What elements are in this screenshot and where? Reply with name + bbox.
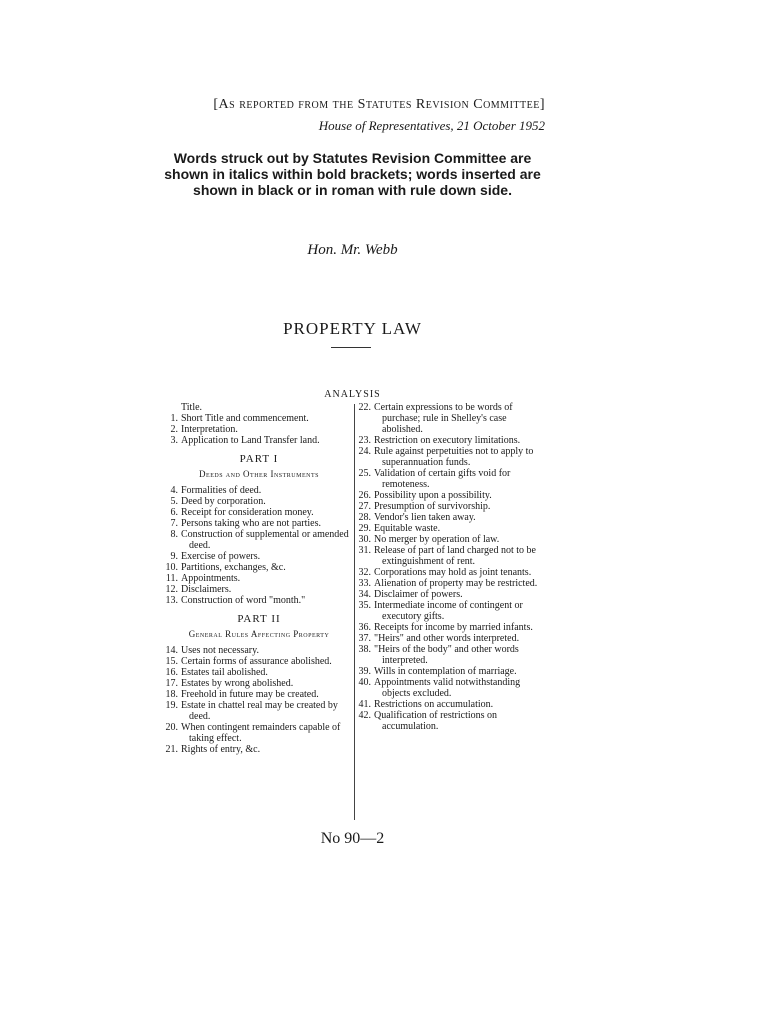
section-heading: Release of part of land charged not to be extinguishment of rent.: [374, 545, 536, 567]
section-heading: No merger by operation of law.: [374, 534, 500, 545]
analysis-entry: [165, 507, 353, 518]
section-number: 31.: [358, 545, 371, 556]
section-number: 15.: [165, 656, 178, 667]
analysis-entry: [165, 689, 353, 700]
section-heading: Estate in chattel real may be created by deed.: [181, 700, 338, 722]
section-number: 7.: [170, 518, 178, 529]
analysis-entry: [165, 678, 353, 689]
section-number: 32.: [358, 567, 371, 578]
analysis-entry: [165, 551, 353, 562]
section-number: 6.: [170, 507, 178, 518]
section-heading: Estates by wrong abolished.: [181, 678, 294, 689]
analysis-entry: [358, 512, 544, 523]
section-number: 19.: [165, 700, 178, 711]
section-heading: Corporations may hold as joint tenants.: [374, 567, 532, 578]
section-heading: Construction of word "month.": [181, 595, 306, 606]
analysis-entry: [165, 496, 353, 507]
section-heading: Freehold in future may be created.: [181, 689, 319, 700]
reported-from-committee: [As reported from the Statutes Revision Committee]: [213, 97, 545, 112]
analysis-entry: [165, 485, 353, 496]
section-heading: Certain expressions to be words of purchase; rule in Shelley's case abolished.: [374, 402, 513, 435]
section-heading: Construction of supplemental or amended deed.: [181, 529, 349, 551]
section-heading: Title.: [181, 402, 203, 413]
section-number: 12.: [165, 584, 178, 595]
analysis-entry: [165, 595, 353, 606]
section-heading: When contingent remainders capable of taking effect.: [181, 722, 341, 744]
intro-entries: [165, 402, 353, 446]
section-number: 41.: [358, 699, 371, 710]
section-heading: Estates tail abolished.: [181, 667, 268, 678]
analysis-left-column: [165, 402, 353, 755]
section-heading: Disclaimer of powers.: [374, 589, 463, 600]
title-rule: [331, 347, 371, 348]
analysis-entry: [165, 700, 353, 722]
analysis-heading: ANALYSIS: [324, 389, 381, 400]
part-2-subheading: General Rules Affecting Property: [188, 629, 330, 639]
section-heading: Qualification of restrictions on accumulation.: [374, 710, 498, 732]
section-number: 37.: [358, 633, 371, 644]
section-number: 24.: [358, 446, 371, 457]
section-number: 22.: [358, 402, 371, 413]
analysis-entry: [358, 468, 544, 490]
right-entries: [358, 402, 544, 732]
section-heading: Interpretation.: [181, 424, 238, 435]
section-number: 1.: [170, 413, 178, 424]
section-number: 36.: [358, 622, 371, 633]
analysis-entry: [358, 578, 544, 589]
part-1-heading: PART I: [239, 453, 279, 465]
analysis-entry: [165, 744, 353, 755]
section-number: 17.: [165, 678, 178, 689]
analysis-entry: [358, 501, 544, 512]
section-number: 40.: [358, 677, 371, 688]
section-heading: Exercise of powers.: [181, 551, 261, 562]
analysis-entry: [358, 589, 544, 600]
section-number: 42.: [358, 710, 371, 721]
section-heading: Certain forms of assurance abolished.: [181, 656, 332, 667]
analysis-entry: [358, 622, 544, 633]
part-1-entries: [165, 485, 353, 606]
analysis-entry: [358, 600, 544, 622]
analysis-entry: [165, 402, 353, 413]
analysis-entry: [358, 677, 544, 699]
section-number: 8.: [170, 529, 178, 540]
bill-title: PROPERTY LAW: [283, 319, 422, 338]
analysis-entry: [358, 567, 544, 578]
section-heading: Rule against perpetuities not to apply to superannuation funds.: [374, 446, 534, 468]
section-number: 4.: [170, 485, 178, 496]
member-name: Hon. Mr. Webb: [307, 242, 398, 258]
section-heading: Vendor's lien taken away.: [374, 512, 476, 523]
section-heading: Uses not necessary.: [181, 645, 259, 656]
analysis-entry: [165, 645, 353, 656]
section-heading: Intermediate income of contingent or executory gifts.: [374, 600, 523, 622]
section-heading: Short Title and commencement.: [181, 413, 309, 424]
analysis-entry: [165, 424, 353, 435]
section-heading: Persons taking who are not parties.: [181, 518, 321, 529]
analysis-entry: [358, 523, 544, 534]
analysis-right-column: [358, 402, 544, 732]
bill-number: No 90—2: [320, 830, 385, 847]
section-heading: Receipts for income by married infants.: [374, 622, 533, 633]
section-heading: "Heirs" and other words interpreted.: [374, 633, 520, 644]
analysis-entry: [358, 435, 544, 446]
section-number: 16.: [165, 667, 178, 678]
section-heading: Deed by corporation.: [181, 496, 266, 507]
section-heading: Appointments valid notwithstanding objects excluded.: [374, 677, 521, 699]
analysis-entry: [358, 545, 544, 567]
section-heading: Rights of entry, &c.: [181, 744, 261, 755]
analysis-entry: [165, 584, 353, 595]
section-heading: "Heirs of the body" and other words interpreted.: [374, 644, 519, 666]
section-number: 29.: [358, 523, 371, 534]
section-number: 10.: [165, 562, 178, 573]
section-number: 34.: [358, 589, 371, 600]
section-number: 18.: [165, 689, 178, 700]
column-divider: [354, 404, 355, 820]
section-heading: Disclaimers.: [181, 584, 232, 595]
revision-notice: Words struck out by Statutes Revision Committee are shown in italics within bold brackets; words inserted are shown in black or in roman with rule down side.: [164, 150, 541, 198]
section-number: 2.: [170, 424, 178, 435]
house-date: House of Representatives, 21 October 1952: [318, 118, 545, 133]
section-heading: Appointments.: [181, 573, 241, 584]
analysis-entry: [358, 710, 544, 732]
section-heading: Formalities of deed.: [181, 485, 262, 496]
section-number: 3.: [170, 435, 178, 446]
section-number: 25.: [358, 468, 371, 479]
analysis-entry: [165, 667, 353, 678]
section-number: 13.: [165, 595, 178, 606]
analysis-entry: [358, 699, 544, 710]
analysis-entry: [165, 656, 353, 667]
section-number: 26.: [358, 490, 371, 501]
section-number: 5.: [170, 496, 178, 507]
section-heading: Application to Land Transfer land.: [181, 435, 320, 446]
section-number: 39.: [358, 666, 371, 677]
section-heading: Wills in contemplation of marriage.: [374, 666, 517, 677]
analysis-entry: [358, 633, 544, 644]
analysis-entry: [358, 446, 544, 468]
section-heading: Restriction on executory limitations.: [374, 435, 521, 446]
section-number: 11.: [165, 573, 178, 584]
analysis-entry: [165, 518, 353, 529]
section-number: 30.: [358, 534, 371, 545]
section-heading: Presumption of survivorship.: [374, 501, 491, 512]
analysis-entry: [358, 644, 544, 666]
section-heading: Alienation of property may be restricted.: [374, 578, 538, 589]
section-number: 35.: [358, 600, 371, 611]
section-number: 28.: [358, 512, 371, 523]
section-number: 14.: [165, 645, 178, 656]
section-heading: Partitions, exchanges, &c.: [181, 562, 286, 573]
analysis-entry: [165, 529, 353, 551]
section-number: 27.: [358, 501, 371, 512]
section-number: 9.: [170, 551, 178, 562]
part-2-entries: [165, 645, 353, 755]
analysis-entry: [358, 534, 544, 545]
section-number: 20.: [165, 722, 178, 733]
part-1-subheading: Deeds and Other Instruments: [199, 469, 319, 479]
analysis-entry: [358, 666, 544, 677]
analysis-entry: [358, 490, 544, 501]
part-2-heading: PART II: [237, 613, 281, 625]
section-number: 21.: [165, 744, 178, 755]
analysis-entry: [358, 402, 544, 435]
analysis-entry: [165, 562, 353, 573]
section-number: 23.: [358, 435, 371, 446]
section-heading: Validation of certain gifts void for remoteness.: [374, 468, 511, 490]
analysis-entry: [165, 722, 353, 744]
section-heading: Possibility upon a possibility.: [374, 490, 492, 501]
analysis-entry: [165, 413, 353, 424]
section-number: 38.: [358, 644, 371, 655]
section-heading: Equitable waste.: [374, 523, 441, 534]
analysis-entry: [165, 435, 353, 446]
section-number: 33.: [358, 578, 371, 589]
section-heading: Receipt for consideration money.: [181, 507, 314, 518]
analysis-entry: [165, 573, 353, 584]
section-heading: Restrictions on accumulation.: [374, 699, 494, 710]
